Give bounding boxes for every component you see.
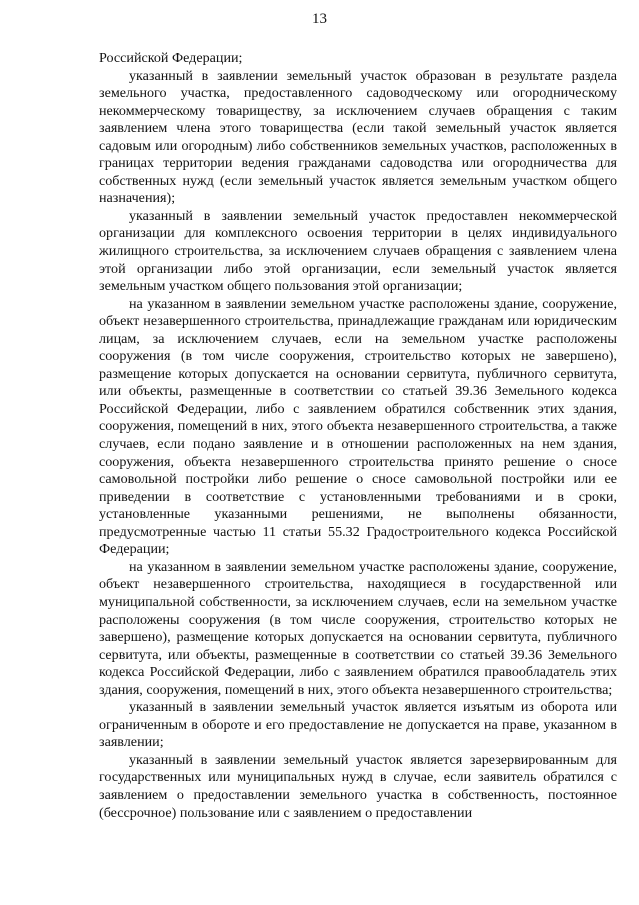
page-number: 13 <box>312 11 327 27</box>
paragraph: указанный в заявлении земельный участок образован в результате раздела земельного участка, предоставленного садоводческому или огородническому некоммерческому товариществу, за исключением случаев обращения с таким заявлением члена этого товарищества (если такой земельный участок является садовым или огородным) либо собственников земельных участков, расположенных в границах территории ведения гражданами садоводства или огородничества для собственных нужд (если земельный участок является земельным участком общего назначения); <box>99 67 617 207</box>
document-body <box>99 50 617 822</box>
paragraph: указанный в заявлении земельный участок является изъятым из оборота или ограниченным в обороте и его предоставление не допускается на праве, указанном в заявлении; <box>99 699 617 751</box>
paragraph: указанный в заявлении земельный участок предоставлен некоммерческой организации для комплексного освоения территории в целях индивидуального жилищного строительства, за исключением случаев обращения с заявлением члена этой организации либо этой организации, если земельный участок является земельным участком общего пользования этой организации; <box>99 207 617 295</box>
paragraph: на указанном в заявлении земельном участке расположены здание, сооружение, объект незавершенного строительства, принадлежащие гражданам или юридическим лицам, за исключением случаев, если на земельном участке расположены сооружения (в том числе сооружения, строительство которых не завершено), размещение которых допускается на основании сервитута, публичного сервитута, или объекты, размещенные в соответствии со статьей 39.36 Земельного кодекса Российской Федерации, либо с заявлением обратился собственник этих здания, сооружения, помещений в них, этого объекта незавершенного строительства, а также случаев, если подано заявление и в отношении расположенных на нем здания, сооружения, объекта незавершенного строительства принято решение о сносе самовольной постройки либо решение о сносе самовольной постройки или ее приведении в соответствие с установленными требованиями и в сроки, установленные указанными решениями, не выполнены обязанности, предусмотренные частью 11 статьи 55.32 Градостроительного кодекса Российской Федерации; <box>99 295 617 558</box>
paragraph: указанный в заявлении земельный участок является зарезервированным для государственных или муниципальных нужд в случае, если заявитель обратился с заявлением о предоставлении земельного участка в собственность, постоянное (бессрочное) пользование или с заявлением о предоставлении <box>99 751 617 821</box>
paragraph: на указанном в заявлении земельном участке расположены здание, сооружение, объект незавершенного строительства, находящиеся в государственной или муниципальной собственности, за исключением случаев, если на земельном участке расположены сооружения (в том числе сооружения, строительство которых не завершено), размещение которых допускается на основании сервитута, публичного сервитута, или объекты, размещенные в соответствии со статьей 39.36 Земельного кодекса Российской Федерации, либо с заявлением обратился правообладатель этих здания, сооружения, помещений в них, этого объекта незавершенного строительства; <box>99 558 617 698</box>
paragraph-continuation: Российской Федерации; <box>99 50 243 66</box>
